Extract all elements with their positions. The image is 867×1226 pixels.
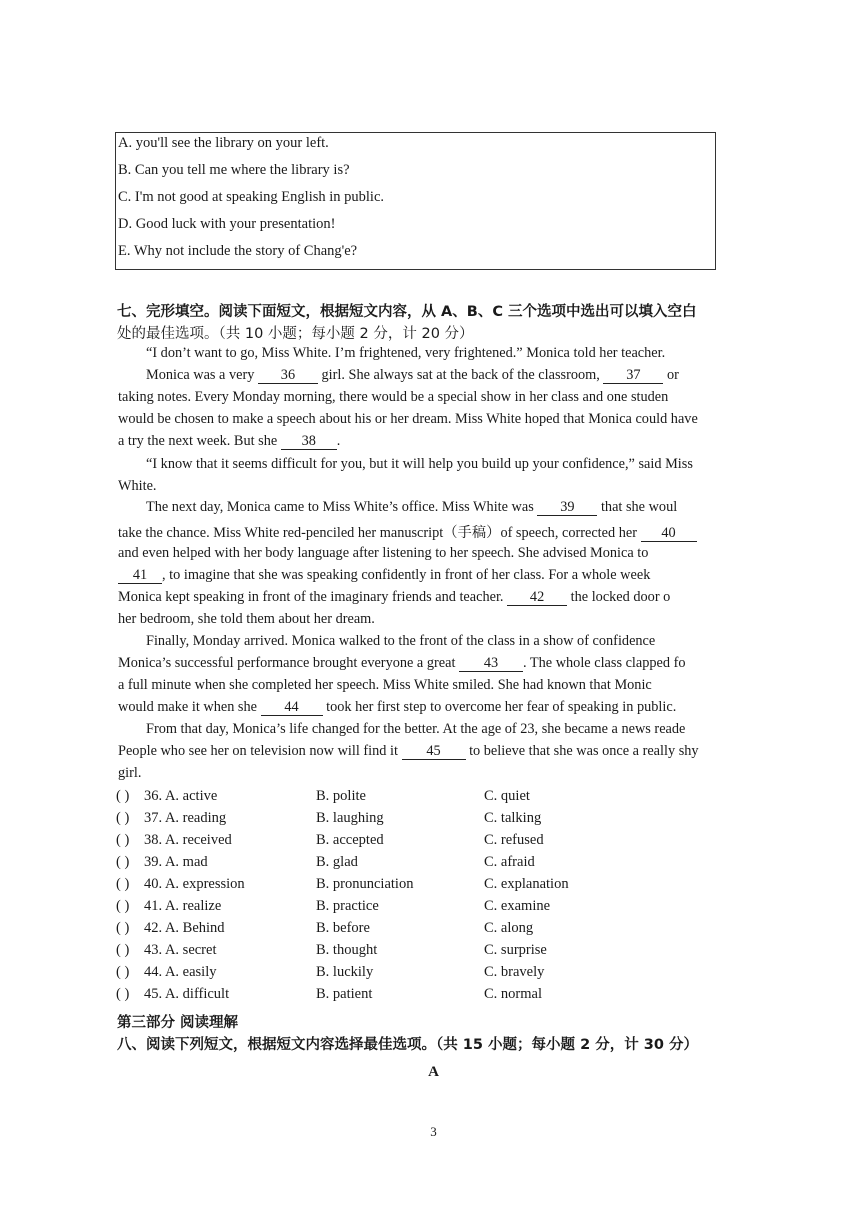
passage-line: From that day, Monica’s life changed for the better. At the age of 23, she became a news reade bbox=[146, 721, 686, 737]
answer-paren[interactable]: ( ) bbox=[116, 964, 130, 980]
answer-options-box bbox=[115, 132, 716, 270]
option-e: E. Why not include the story of Chang'e? bbox=[118, 243, 358, 259]
blank-44[interactable]: 44 bbox=[261, 700, 323, 716]
option-b-text: B. glad bbox=[316, 854, 358, 870]
blank-37[interactable]: 37 bbox=[603, 368, 663, 384]
answer-paren[interactable]: ( ) bbox=[116, 986, 130, 1002]
answer-paren[interactable]: ( ) bbox=[116, 810, 130, 826]
passage-line: a try the next week. But she 38 . bbox=[118, 433, 341, 449]
option-c-text: C. afraid bbox=[484, 854, 535, 870]
option-b-text: B. polite bbox=[316, 788, 366, 804]
passage-line: White. bbox=[118, 478, 157, 494]
option-a-text: 42. A. Behind bbox=[144, 920, 225, 936]
blank-36[interactable]: 36 bbox=[258, 368, 318, 384]
passage-line: Monica’s successful performance brought everyone a great 43 . The whole class clapped fo bbox=[118, 655, 686, 671]
blank-41[interactable]: 41 bbox=[118, 568, 162, 584]
passage-line: “I don’t want to go, Miss White. I’m frightened, very frightened.” Monica told her teacher. bbox=[146, 345, 666, 361]
option-a-text: 44. A. easily bbox=[144, 964, 217, 980]
option-c-text: C. explanation bbox=[484, 876, 569, 892]
blank-40[interactable]: 40 bbox=[641, 526, 697, 542]
option-c: C. I'm not good at speaking English in public. bbox=[118, 189, 385, 205]
answer-paren[interactable]: ( ) bbox=[116, 942, 130, 958]
option-d: D. Good luck with your presentation! bbox=[118, 216, 336, 232]
option-a-text: 41. A. realize bbox=[144, 898, 222, 914]
option-b-text: B. laughing bbox=[316, 810, 384, 826]
option-c-text: C. refused bbox=[484, 832, 544, 848]
passage-line: would be chosen to make a speech about his or her dream. Miss White hoped that Monica could have bbox=[118, 411, 698, 427]
passage-line: 41 , to imagine that she was speaking confidently in front of her class. For a whole week bbox=[118, 567, 754, 584]
option-c-text: C. quiet bbox=[484, 788, 530, 804]
blank-42[interactable]: 42 bbox=[507, 590, 567, 606]
passage-line: and even helped with her body language after listening to her speech. She advised Monica to bbox=[118, 545, 649, 561]
answer-paren[interactable]: ( ) bbox=[116, 898, 130, 914]
option-b-text: B. thought bbox=[316, 942, 378, 958]
option-c-text: C. examine bbox=[484, 898, 551, 914]
option-a-text: 38. A. received bbox=[144, 832, 232, 848]
option-a-text: 39. A. mad bbox=[144, 854, 208, 870]
option-a-text: 43. A. secret bbox=[144, 942, 217, 958]
passage-line: Finally, Monday arrived. Monica walked to the front of the class in a show of confidence bbox=[146, 633, 656, 649]
option-c-text: C. talking bbox=[484, 810, 542, 826]
option-a-text: 45. A. difficult bbox=[144, 986, 230, 1002]
passage-line: would make it when she 44 took her first step to overcome her fear of speaking in public. bbox=[118, 699, 677, 715]
section7-heading-line2: 处的最佳选项。（共 10 小题；每小题 2 分，计 20 分） bbox=[117, 326, 474, 342]
answer-paren[interactable]: ( ) bbox=[116, 854, 130, 870]
passage-line: Monica was a very 36 girl. She always sat at the back of the classroom, 37 or bbox=[146, 367, 679, 383]
option-b-text: B. practice bbox=[316, 898, 379, 914]
blank-38[interactable]: 38 bbox=[281, 434, 337, 450]
passage-line: “I know that it seems difficult for you, but it will help you build up your confidence,” said Miss bbox=[146, 456, 693, 472]
answer-paren[interactable]: ( ) bbox=[116, 876, 130, 892]
passage-line: People who see her on television now will find it 45 to believe that she was once a really shy bbox=[118, 743, 699, 759]
passage-line: Monica kept speaking in front of the imaginary friends and teacher. 42 the locked door o bbox=[118, 589, 671, 605]
option-c-text: C. bravely bbox=[484, 964, 545, 980]
section8-heading: 八、阅读下列短文，根据短文内容选择最佳选项。（共 15 小题；每小题 2 分，计 30 分） bbox=[117, 1037, 698, 1053]
answer-paren[interactable]: ( ) bbox=[116, 788, 130, 804]
blank-43[interactable]: 43 bbox=[459, 656, 523, 672]
part3-heading: 第三部分 阅读理解 bbox=[117, 1015, 239, 1031]
answer-paren[interactable]: ( ) bbox=[116, 920, 130, 936]
option-a-text: 40. A. expression bbox=[144, 876, 245, 892]
option-b-text: B. luckily bbox=[316, 964, 374, 980]
option-c-text: C. surprise bbox=[484, 942, 547, 958]
blank-45[interactable]: 45 bbox=[402, 744, 466, 760]
passage-line: a full minute when she completed her speech. Miss White smiled. She had known that Monic bbox=[118, 677, 652, 693]
passage-line: girl. bbox=[118, 765, 142, 781]
option-a: A. you'll see the library on your left. bbox=[118, 135, 329, 151]
option-b-text: B. pronunciation bbox=[316, 876, 414, 892]
blank-39[interactable]: 39 bbox=[537, 500, 597, 516]
passage-line: The next day, Monica came to Miss White’s office. Miss White was 39 that she woul bbox=[146, 499, 678, 515]
page-number: 3 bbox=[430, 1124, 437, 1139]
option-b: B. Can you tell me where the library is? bbox=[118, 162, 350, 178]
option-c-text: C. normal bbox=[484, 986, 542, 1002]
option-b-text: B. accepted bbox=[316, 832, 384, 848]
passage-line: taking notes. Every Monday morning, there would be a special show in her class and one studen bbox=[118, 389, 669, 405]
passage-letter: A bbox=[428, 1064, 439, 1080]
option-b-text: B. before bbox=[316, 920, 370, 936]
option-a-text: 37. A. reading bbox=[144, 810, 227, 826]
answer-paren[interactable]: ( ) bbox=[116, 832, 130, 848]
option-c-text: C. along bbox=[484, 920, 534, 936]
passage-line: her bedroom, she told them about her dream. bbox=[118, 611, 375, 627]
option-a-text: 36. A. active bbox=[144, 788, 218, 804]
passage-line: take the chance. Miss White red-penciled her manuscript（手稿）of speech, corrected her 40 bbox=[118, 522, 754, 542]
section7-heading-line1: 七、完形填空。阅读下面短文，根据短文内容，从 A、B、C 三个选项中选出可以填入空白 bbox=[117, 304, 697, 320]
option-b-text: B. patient bbox=[316, 986, 373, 1002]
